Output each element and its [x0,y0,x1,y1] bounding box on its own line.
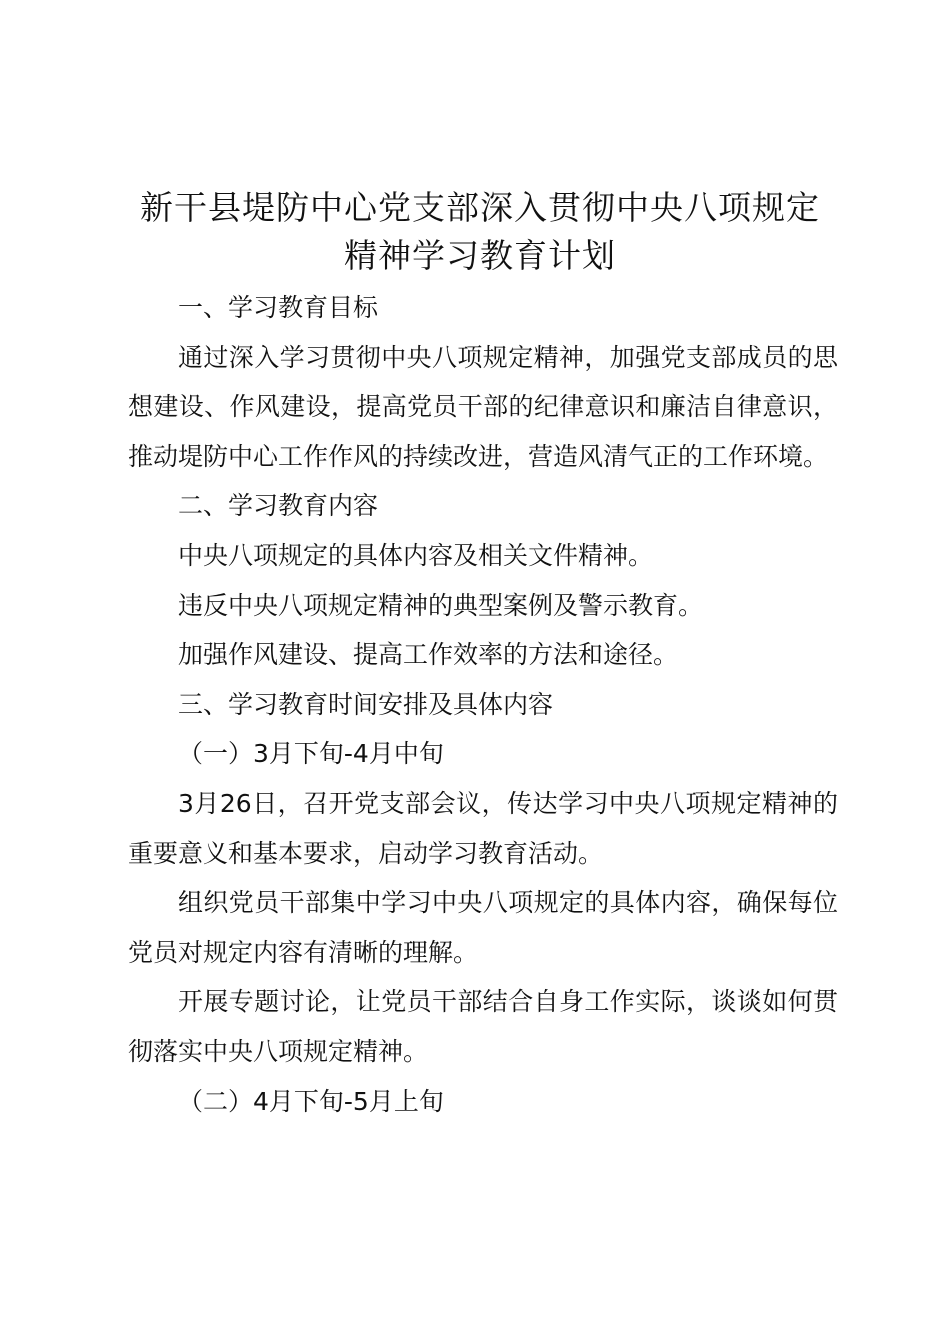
paragraph-content-item: 加强作风建设、提高工作效率的方法和途径。 [178,640,679,670]
paragraph-schedule-item: 3月26日，召开党支部会议，传达学习中央八项规定精神的重要意义和基本要求，启动学习教育活动。 [128,788,838,868]
document-body [128,283,838,1126]
document-title-line-2: 精神学习教育计划 [344,236,616,275]
document-title-line-1: 新干县堤防中心党支部深入贯彻中央八项规定 [140,188,820,227]
section-heading-schedule: 三、学习教育时间安排及具体内容 [178,689,554,719]
subsection-heading-period-1: （一）3月下旬-4月中旬 [178,739,444,769]
paragraph-schedule-item: 组织党员干部集中学习中央八项规定的具体内容，确保每位党员对规定内容有清晰的理解。 [128,888,838,967]
paragraph-goals: 通过深入学习贯彻中央八项规定精神，加强党支部成员的思想建设、作风建设，提高党员干部的纪律意识和廉洁自律意识，推动堤防中心工作作风的持续改进，营造风清气正的工作环境。 [128,342,838,471]
paragraph-content-item: 违反中央八项规定精神的典型案例及警示教育。 [178,590,704,620]
subsection-heading-period-2: （二）4月下旬-5月上旬 [178,1086,444,1116]
paragraph-content-item: 中央八项规定的具体内容及相关文件精神。 [178,540,654,570]
section-heading-content: 二、学习教育内容 [178,491,379,521]
section-heading-goals: 一、学习教育目标 [178,293,379,322]
paragraph-schedule-item: 开展专题讨论，让党员干部结合自身工作实际，谈谈如何贯彻落实中央八项规定精神。 [128,987,838,1066]
